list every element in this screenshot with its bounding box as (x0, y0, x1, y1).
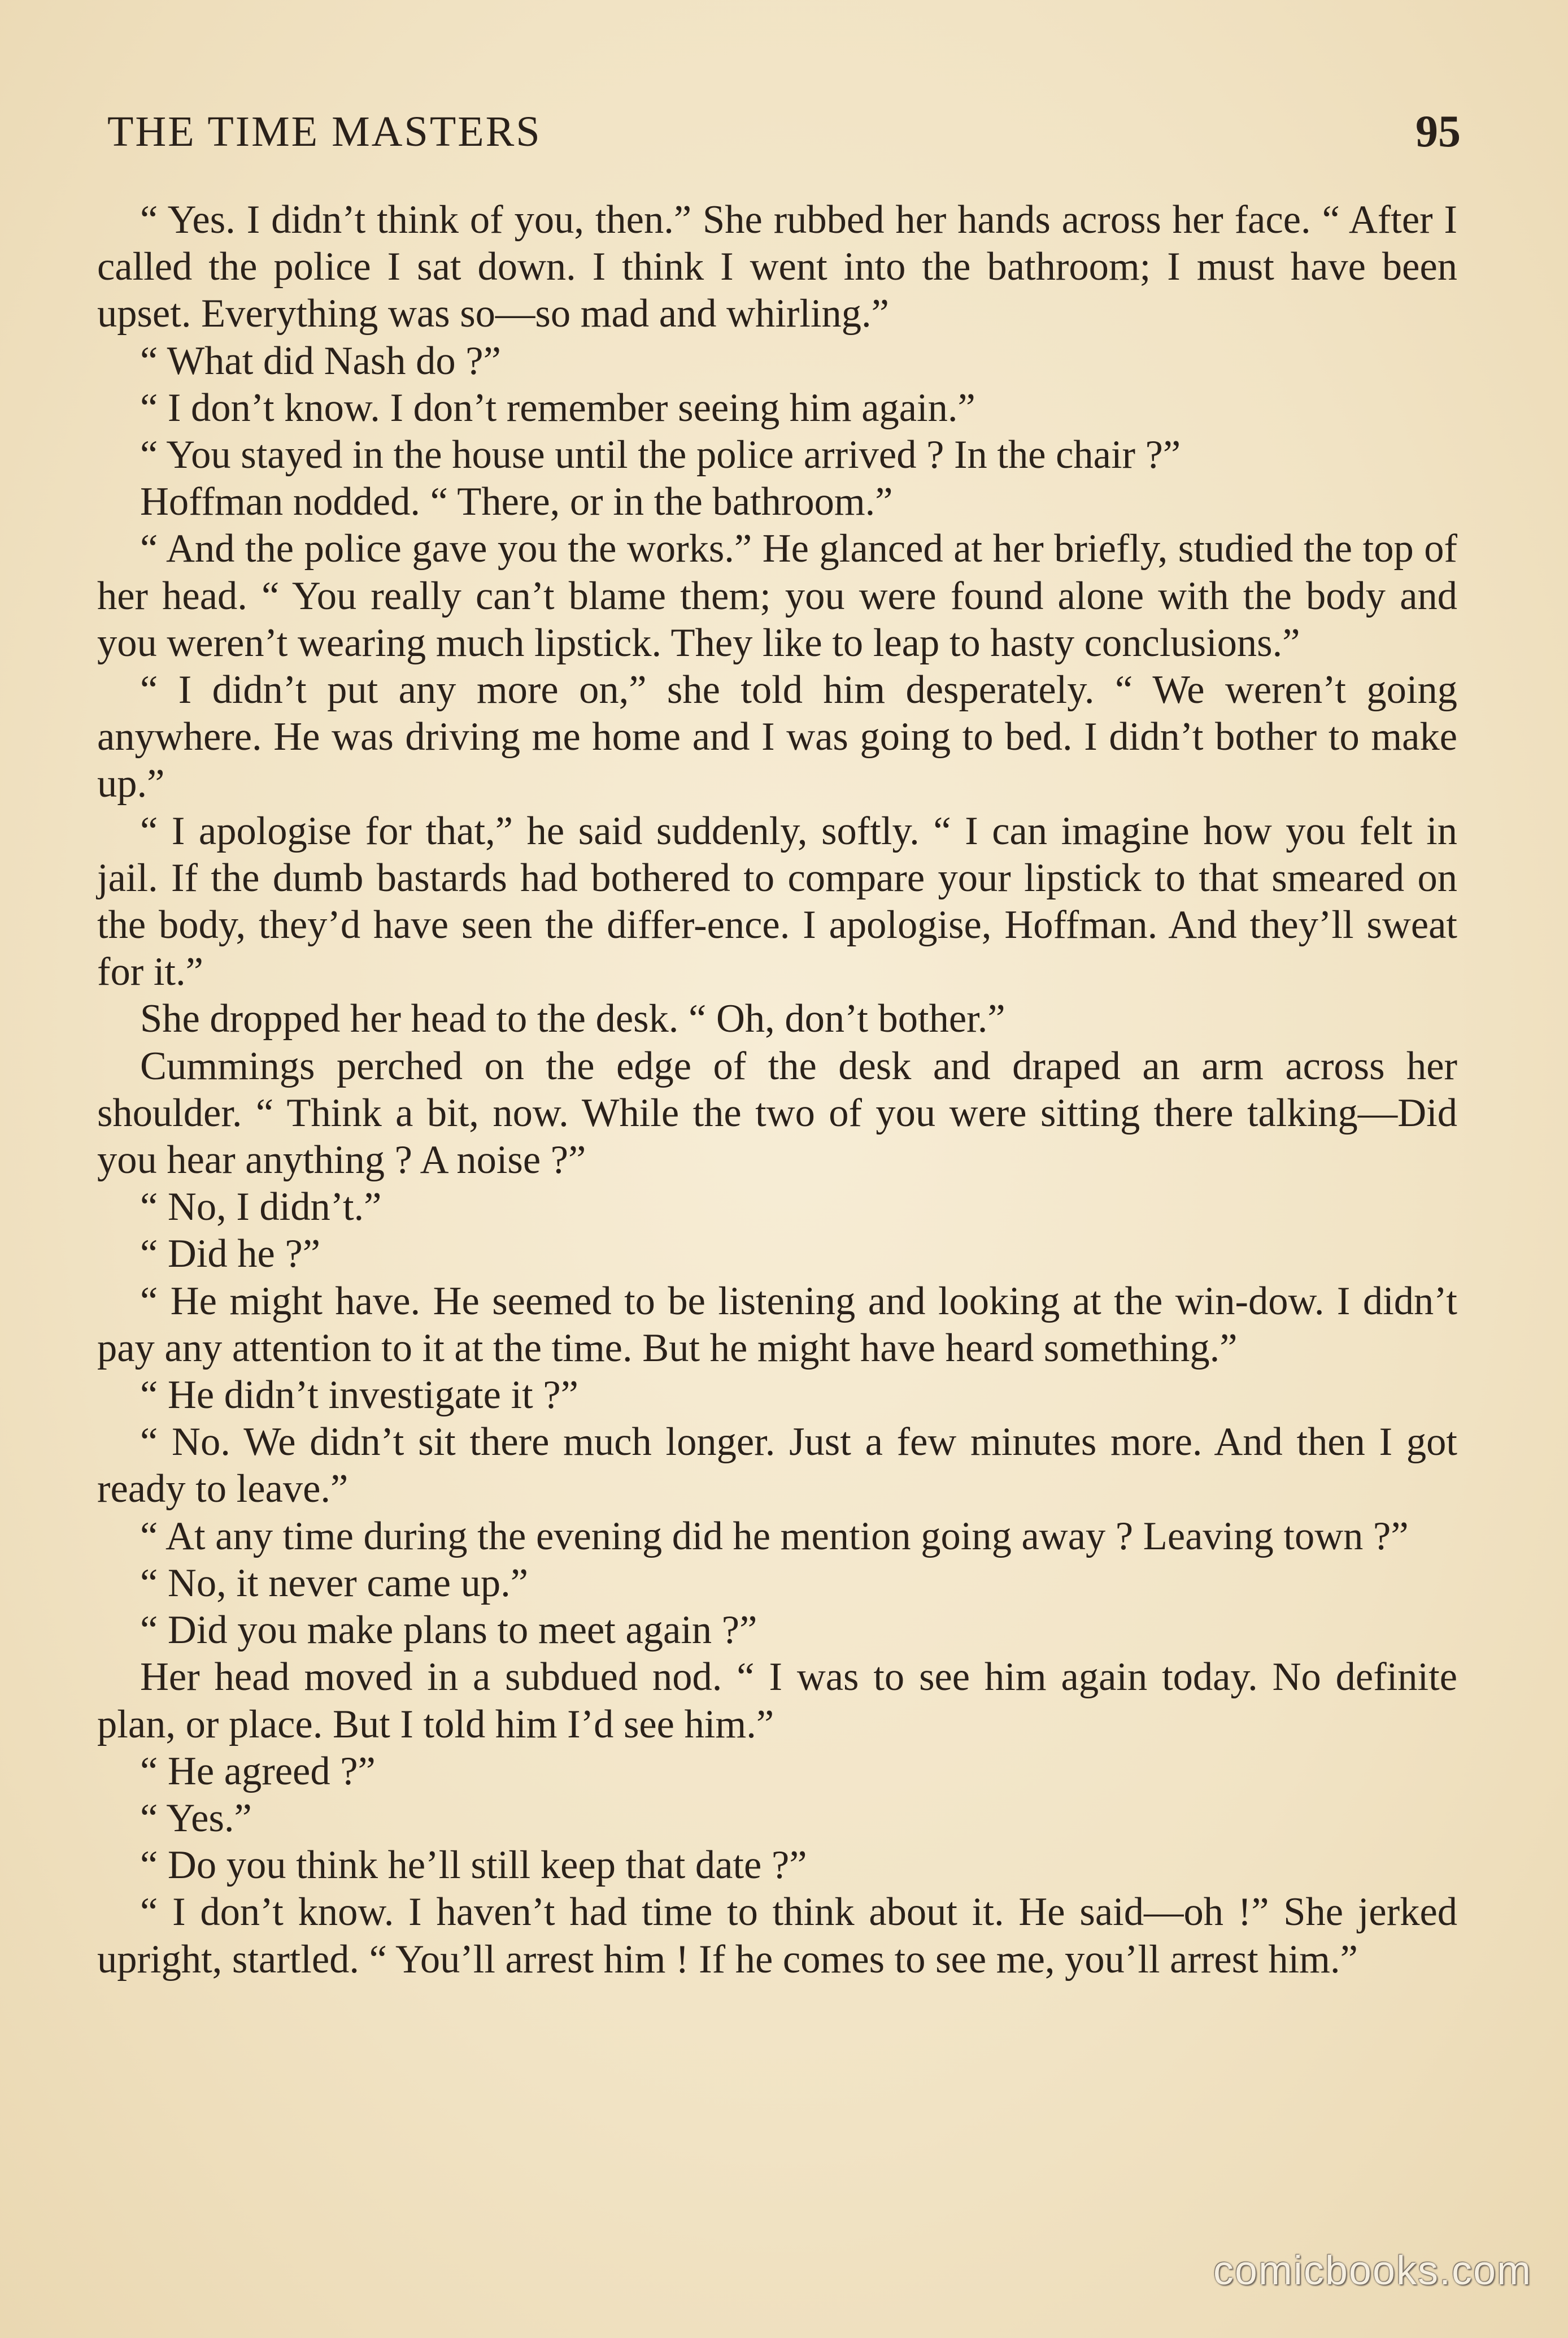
paragraph: “ Yes. I didn’t think of you, then.” She rubbed her hands across her face. “ After I called the police I sat down. I think I went into the bathroom; I must have been upset. Everything was so—so mad and whirling.” (97, 198, 1457, 336)
paragraph: Hoffman nodded. “ There, or in the bathroom.” (140, 480, 893, 524)
paragraph: “ Yes.” (140, 1796, 252, 1840)
running-head (107, 101, 1461, 163)
paragraph: “ No, I didn’t.” (140, 1185, 382, 1229)
paragraph: Cummings perched on the edge of the desk and draped an arm across her shoulder. “ Think a bit, now. While the two of you were sitting there talking—Did you hear anything ? A noise ?” (97, 1044, 1457, 1183)
watermark: comicbooks.com (1213, 2248, 1532, 2293)
page-number: 95 (1415, 107, 1461, 157)
paragraph: “ No, it never came up.” (140, 1561, 529, 1605)
paragraph: “ And the police gave you the works.” He glanced at her briefly, studied the top of her head. “ You really can’t blame them; you were found alone with the body and you weren’t wearing much lipstick. They like to leap to hasty conclusions.” (97, 527, 1457, 665)
paragraph: “ At any time during the evening did he mention going away ? Leaving town ?” (140, 1514, 1409, 1558)
paragraph: “ He didn’t investigate it ?” (140, 1373, 578, 1418)
paragraph: Her head moved in a subdued nod. “ I was to see him again today. No definite plan, or place. But I told him I’d see him.” (97, 1655, 1457, 1746)
paragraph: She dropped her head to the desk. “ Oh, don’t bother.” (140, 997, 1005, 1041)
body-text (97, 197, 1457, 1983)
paragraph: “ He agreed ?” (140, 1749, 376, 1793)
paragraph: “ No. We didn’t sit there much longer. Just a few minutes more. And then I got ready to leave.” (97, 1420, 1457, 1511)
paragraph: “ I don’t know. I haven’t had time to think about it. He said—oh !” She jerked upright, startled. “ You’ll arrest him ! If he comes to see me, you’ll arrest him.” (97, 1890, 1457, 1981)
paragraph: “ I didn’t put any more on,” she told him desperately. “ We weren’t going anywhere. He was driving me home and I was going to bed. I didn’t bother to make up.” (97, 668, 1457, 806)
paragraph: “ Did you make plans to meet again ?” (140, 1608, 757, 1653)
running-title: THE TIME MASTERS (107, 108, 542, 155)
paragraph: “ Do you think he’ll still keep that date ?” (140, 1843, 807, 1888)
paragraph: “ What did Nash do ?” (140, 338, 501, 383)
paragraph: “ Did he ?” (140, 1232, 321, 1276)
paragraph: “ He might have. He seemed to be listening and looking at the win-dow. I didn’t pay any attention to it at the time. But he might have heard something.” (97, 1279, 1457, 1370)
paragraph: “ I apologise for that,” he said suddenly, softly. “ I can imagine how you felt in jail. If the dumb bastards had bothered to compare your lipstick to that smeared on the body, they’d have seen the differ-ence. I apologise, Hoffman. And they’ll sweat for it.” (97, 809, 1457, 994)
paragraph: “ You stayed in the house until the police arrived ? In the chair ?” (140, 433, 1181, 477)
paragraph: “ I don’t know. I don’t remember seeing him again.” (140, 385, 975, 430)
